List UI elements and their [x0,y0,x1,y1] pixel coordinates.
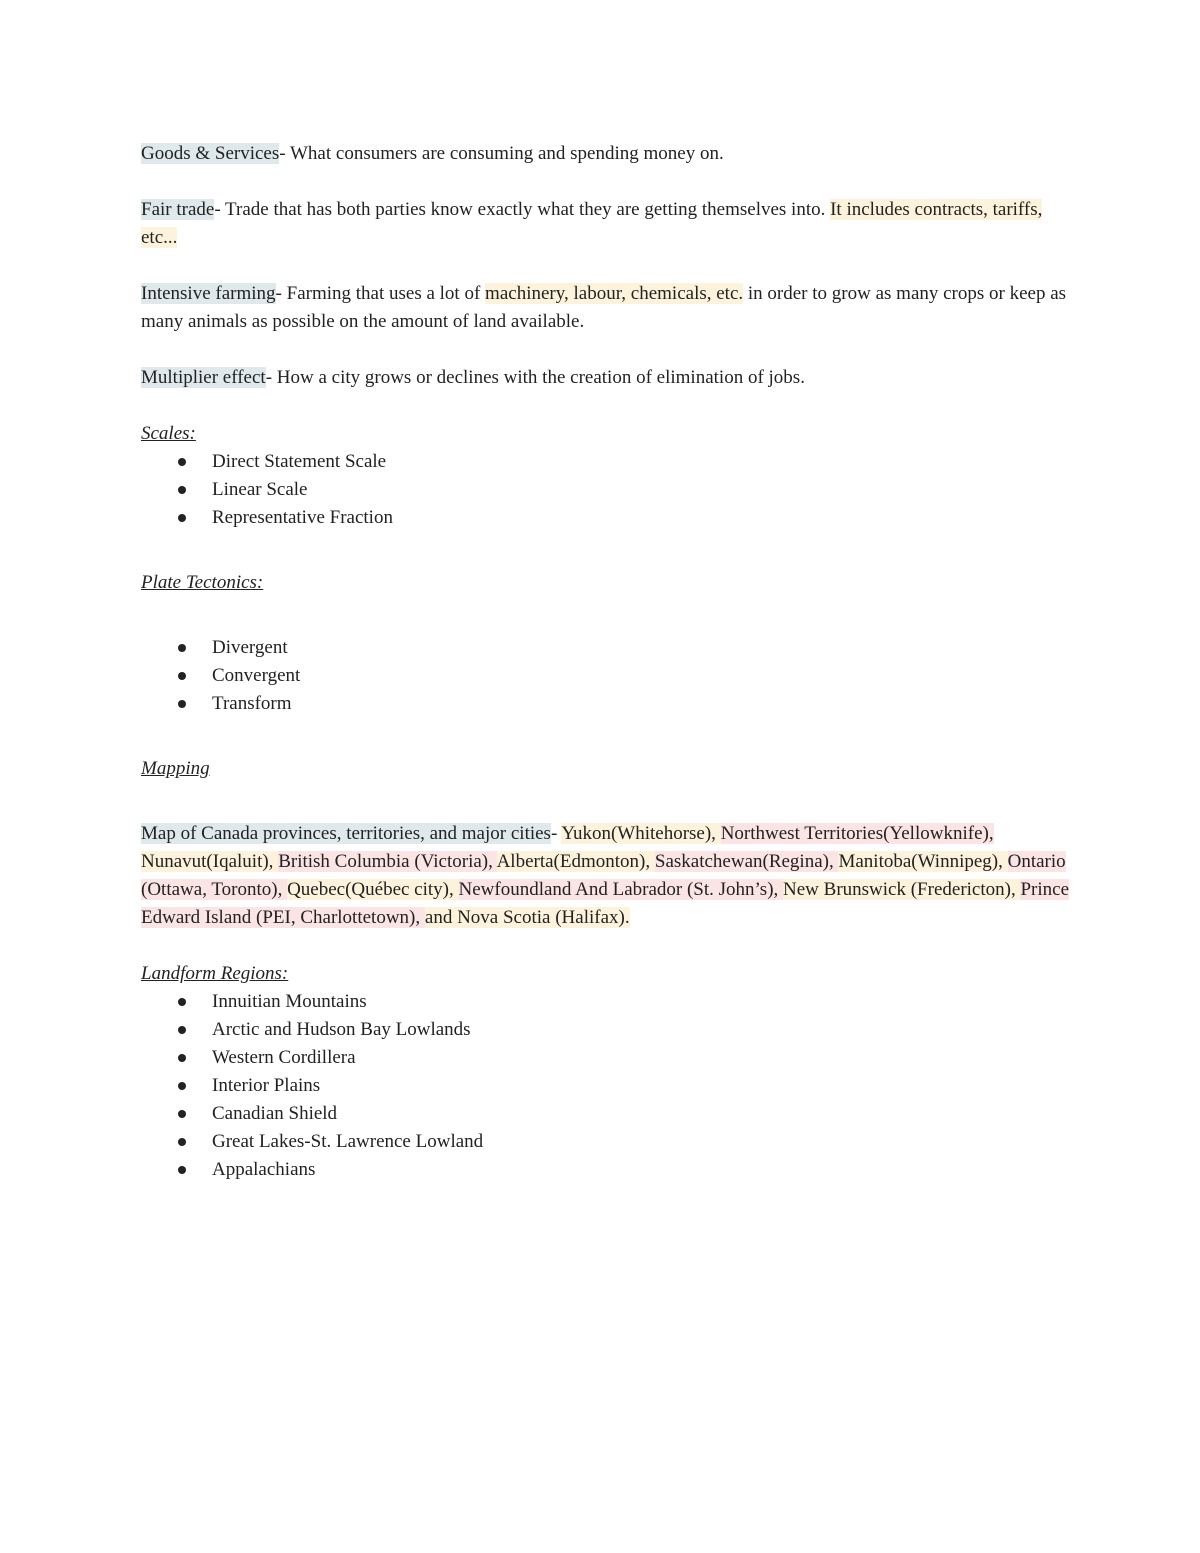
place-alberta: Alberta(Edmonton), [496,851,655,872]
mapping-paragraph [141,820,1071,932]
scales-list [141,448,1071,532]
highlighted-note: machinery, labour, chemicals, etc. [485,283,744,304]
definition-fair-trade [141,196,1071,252]
list-item-label: Appalachians [212,1159,316,1180]
definition-text: in order to grow as many crops or keep as many animals as possible on the amount of land available. [141,283,1067,332]
list-item [141,1128,1071,1156]
list-item-label: Direct Statement Scale [212,451,387,472]
bullet-icon [178,998,186,1006]
document-page [141,140,1071,1184]
definition-text: - How a city grows or declines with the creation of elimination of jobs. [265,367,805,388]
list-item [141,1156,1071,1184]
highlighted-note: It includes contracts, tariffs, etc... [141,199,1043,248]
place-pei: Prince Edward Island (PEI, Charlottetown), [141,879,1070,928]
list-item [141,1044,1071,1072]
place-quebec: Quebec(Québec city), [287,879,459,900]
term-fair-trade: Fair trade [141,199,215,220]
term-intensive-farming: Intensive farming [141,283,276,304]
list-item-label: Western Cordillera [212,1047,356,1068]
list-item [141,988,1071,1016]
bullet-icon [178,1082,186,1090]
list-item-label: Interior Plains [212,1075,321,1096]
place-nunavut: Nunavut(Iqaluit), [141,851,279,872]
definition-intensive-farming [141,280,1071,336]
heading-mapping: Mapping [141,758,210,779]
definition-multiplier-effect [141,364,1071,392]
bullet-icon [178,1054,186,1062]
list-item-label: Canadian Shield [212,1103,338,1124]
place-british-columbia: British Columbia (Victoria), [278,851,497,872]
bullet-icon [178,458,186,466]
place-manitoba: Manitoba(Winnipeg), [838,851,1008,872]
place-ontario: Ontario (Ottawa, Toronto), [141,851,1066,900]
place-new-brunswick: New Brunswick (Fredericton), [783,879,1021,900]
list-item-label: Innuitian Mountains [212,991,367,1012]
list-item [141,504,1071,532]
list-item [141,662,1071,690]
bullet-icon [178,644,186,652]
definition-text: - What consumers are consuming and spending money on. [279,143,724,164]
term-goods-services: Goods & Services [141,143,280,164]
list-item-label: Divergent [212,637,288,658]
place-nova-scotia: and Nova Scotia (Halifax). [424,907,630,928]
bullet-icon [178,1110,186,1118]
bullet-icon [178,1166,186,1174]
list-item-label: Arctic and Hudson Bay Lowlands [212,1019,471,1040]
heading-plate-tectonics: Plate Tectonics: [141,572,264,593]
list-item-label: Convergent [212,665,301,686]
landform-list [141,988,1071,1184]
separator: - [550,823,562,844]
list-item-label: Transform [212,693,292,714]
definition-text: - Farming that uses a lot of [275,283,486,304]
list-item-label: Representative Fraction [212,507,393,528]
place-saskatchewan: Saskatchewan(Regina), [654,851,839,872]
list-item [141,634,1071,662]
bullet-icon [178,486,186,494]
list-item [141,1100,1071,1128]
term-map-of-canada: Map of Canada provinces, territories, and major cities [141,823,551,844]
list-item-label: Great Lakes-St. Lawrence Lowland [212,1131,484,1152]
place-newfoundland: Newfoundland And Labrador (St. John’s), [458,879,784,900]
bullet-icon [178,514,186,522]
definition-text: - Trade that has both parties know exactly what they are getting themselves into. [214,199,831,220]
heading-scales: Scales: [141,423,196,444]
list-item [141,1016,1071,1044]
plate-tectonics-list [141,634,1071,718]
heading-landform-regions: Landform Regions: [141,963,289,984]
place-yukon: Yukon(Whitehorse), [561,823,721,844]
term-multiplier-effect: Multiplier effect [141,367,266,388]
bullet-icon [178,1138,186,1146]
list-item [141,690,1071,718]
list-item [141,1072,1071,1100]
place-northwest-territories: Northwest Territories(Yellowknife), [720,823,994,844]
bullet-icon [178,700,186,708]
list-item [141,476,1071,504]
list-item-label: Linear Scale [212,479,308,500]
definition-goods-services [141,140,1071,168]
bullet-icon [178,1026,186,1034]
bullet-icon [178,672,186,680]
list-item [141,448,1071,476]
